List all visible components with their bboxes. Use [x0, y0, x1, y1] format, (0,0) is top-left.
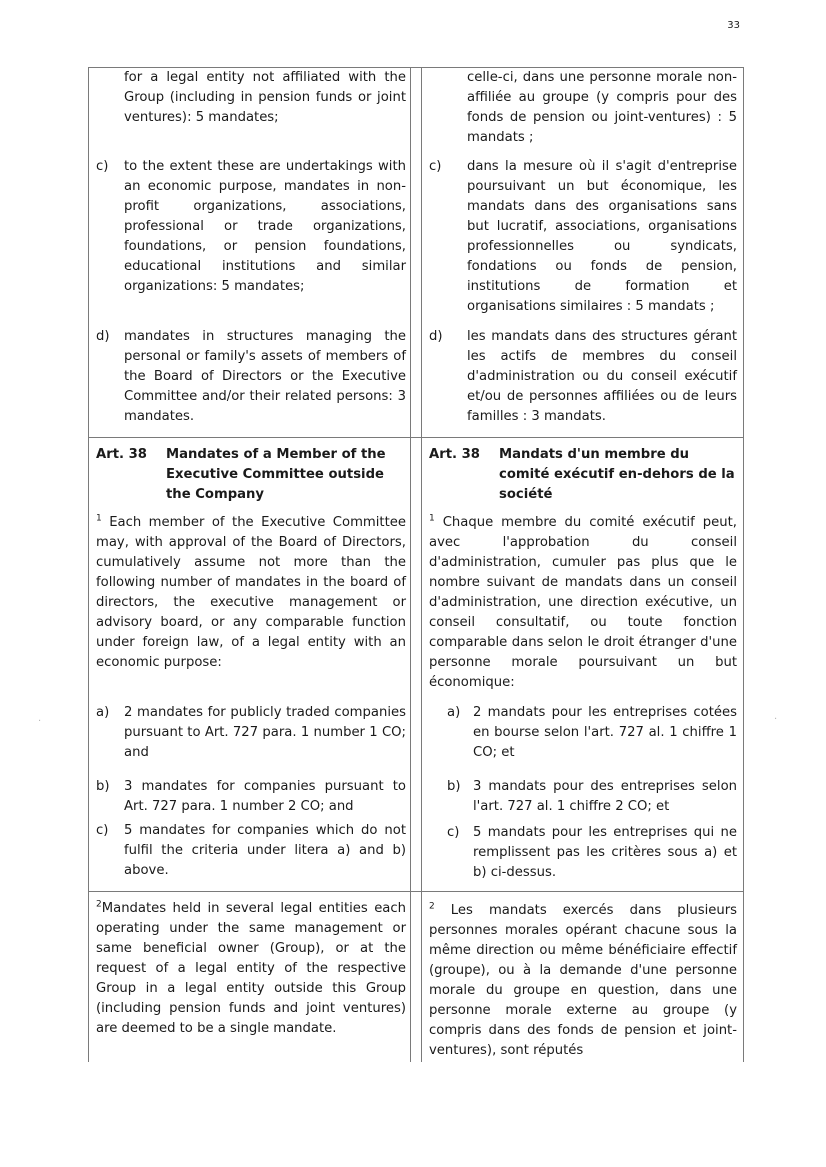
article-number: Art. 38: [96, 447, 147, 462]
list-text: 2 mandats pour les entreprises cotées en bourse selon l'art. 727 al. 1 chiffre 1 CO; et: [473, 705, 737, 760]
list-label: a): [447, 705, 461, 720]
list-text: dans la mesure où il s'agit d'entreprise poursuivant un but économique, les mandats dans des organisations sans but lucratif, associations, organisations professionnelles ou syndicats, fondations ou fonds de pension, institutions de formation et organisations similaires : 5 mandats ;: [467, 159, 737, 314]
list-text: 5 mandates for companies which do not fulfil the criteria under litera a) and b) above.: [124, 823, 406, 878]
list-label: d): [96, 329, 110, 344]
column-rule-en: [410, 67, 411, 1062]
continued-text-fr: celle-ci, dans une personne morale non-affiliée au groupe (y compris pour des fonds de pension ou joint-ventures) : 5 mandats ;: [467, 70, 737, 145]
table-border-left: [88, 67, 89, 1062]
list-label: c): [96, 159, 109, 174]
paragraph-text: Les mandats exercés dans plusieurs personnes morales opérant chacune sous la même direction ou même bénéficiaire effectif (groupe), ou à la demande d'une personne morale du groupe en question, dans une personne morale externe au groupe (y compris dans des fonds de pension et joint-ventures), sont réputés: [429, 903, 737, 1058]
list-label: a): [96, 705, 110, 720]
row-rule-art38: [88, 437, 744, 438]
page-number: 33: [727, 20, 740, 31]
continued-text-en: for a legal entity not affiliated with the Group (including in pension funds or joint ventures): 5 mandates;: [124, 70, 406, 125]
paragraph-1-en: [96, 513, 406, 673]
list-text: 2 mandates for publicly traded companies pursuant to Art. 727 para. 1 number 1 CO; and: [124, 705, 406, 760]
list-text: 3 mandats pour des entreprises selon l'art. 727 al. 1 chiffre 2 CO; et: [473, 779, 737, 814]
list-label: c): [447, 825, 460, 840]
article-number: Art. 38: [429, 447, 480, 462]
list-label: d): [429, 329, 443, 344]
list-label: c): [96, 823, 109, 838]
list-label: b): [96, 779, 110, 794]
table-border-right: [743, 67, 744, 1062]
list-text: 5 mandats pour les entreprises qui ne remplissent pas les critères sous a) et b) ci-dessus.: [473, 825, 737, 880]
list-text: mandates in structures managing the personal or family's assets of members of the Board of Directors or the Executive Committee and/or their related persons: 3 mandates.: [124, 329, 406, 424]
bilingual-table: [88, 67, 744, 1062]
paragraph-text: Chaque membre du comité exécutif peut, avec l'approbation du conseil d'administration, cumuler pas plus que le nombre suivant de mandats dans un conseil d'administration, une direction exécutive, un conseil consultatif, ou toute fonction comparable dans selon le droit étranger d'une personne morale poursuivant un but économique:: [429, 515, 737, 690]
paragraph-text: Mandates held in several legal entities each operating under the same management or same beneficial owner (Group), or at the request of a legal entity of the respective Group in a legal entity outside this Group (including pension funds and joint ventures) are deemed to be a single mandate.: [96, 901, 406, 1036]
paragraph-1-fr: [429, 513, 737, 693]
list-label: c): [429, 159, 442, 174]
list-text: to the extent these are undertakings with an economic purpose, mandates in non-profit organizations, associations, professional or trade organizations, foundations, or pension foundations, educational institutions and similar organizations: 5 mandates;: [124, 159, 406, 294]
article-title: Mandats d'un membre du comité exécutif en-dehors de la société: [499, 447, 735, 502]
paragraph-number: 2: [429, 901, 435, 912]
paragraph-number: 2: [96, 899, 102, 910]
list-text: 3 mandates for companies pursuant to Art. 727 para. 1 number 2 CO; and: [124, 779, 406, 814]
column-rule-fr: [421, 67, 422, 1062]
scan-speck: ·: [38, 716, 42, 727]
paragraph-2-fr: [429, 901, 737, 1061]
list-text: les mandats dans des structures gérant les actifs de membres du conseil d'administration ou du conseil exécutif et/ou de personnes affiliées ou de leurs familles : 3 mandats.: [467, 329, 737, 424]
list-label: b): [447, 779, 461, 794]
scan-speck: ·: [774, 714, 778, 725]
paragraph-number: 1: [429, 513, 435, 524]
paragraph-2-en: [96, 899, 406, 1039]
row-rule-para2: [88, 891, 744, 892]
paragraph-number: 1: [96, 513, 102, 524]
article-title: Mandates of a Member of the Executive Committee outside the Company: [166, 447, 386, 502]
paragraph-text: Each member of the Executive Committee may, with approval of the Board of Directors, cumulatively assume not more than the following number of mandates in the board of directors, the executive management or advisory board, or any comparable function under foreign law, of a legal entity with an economic purpose:: [96, 515, 406, 670]
